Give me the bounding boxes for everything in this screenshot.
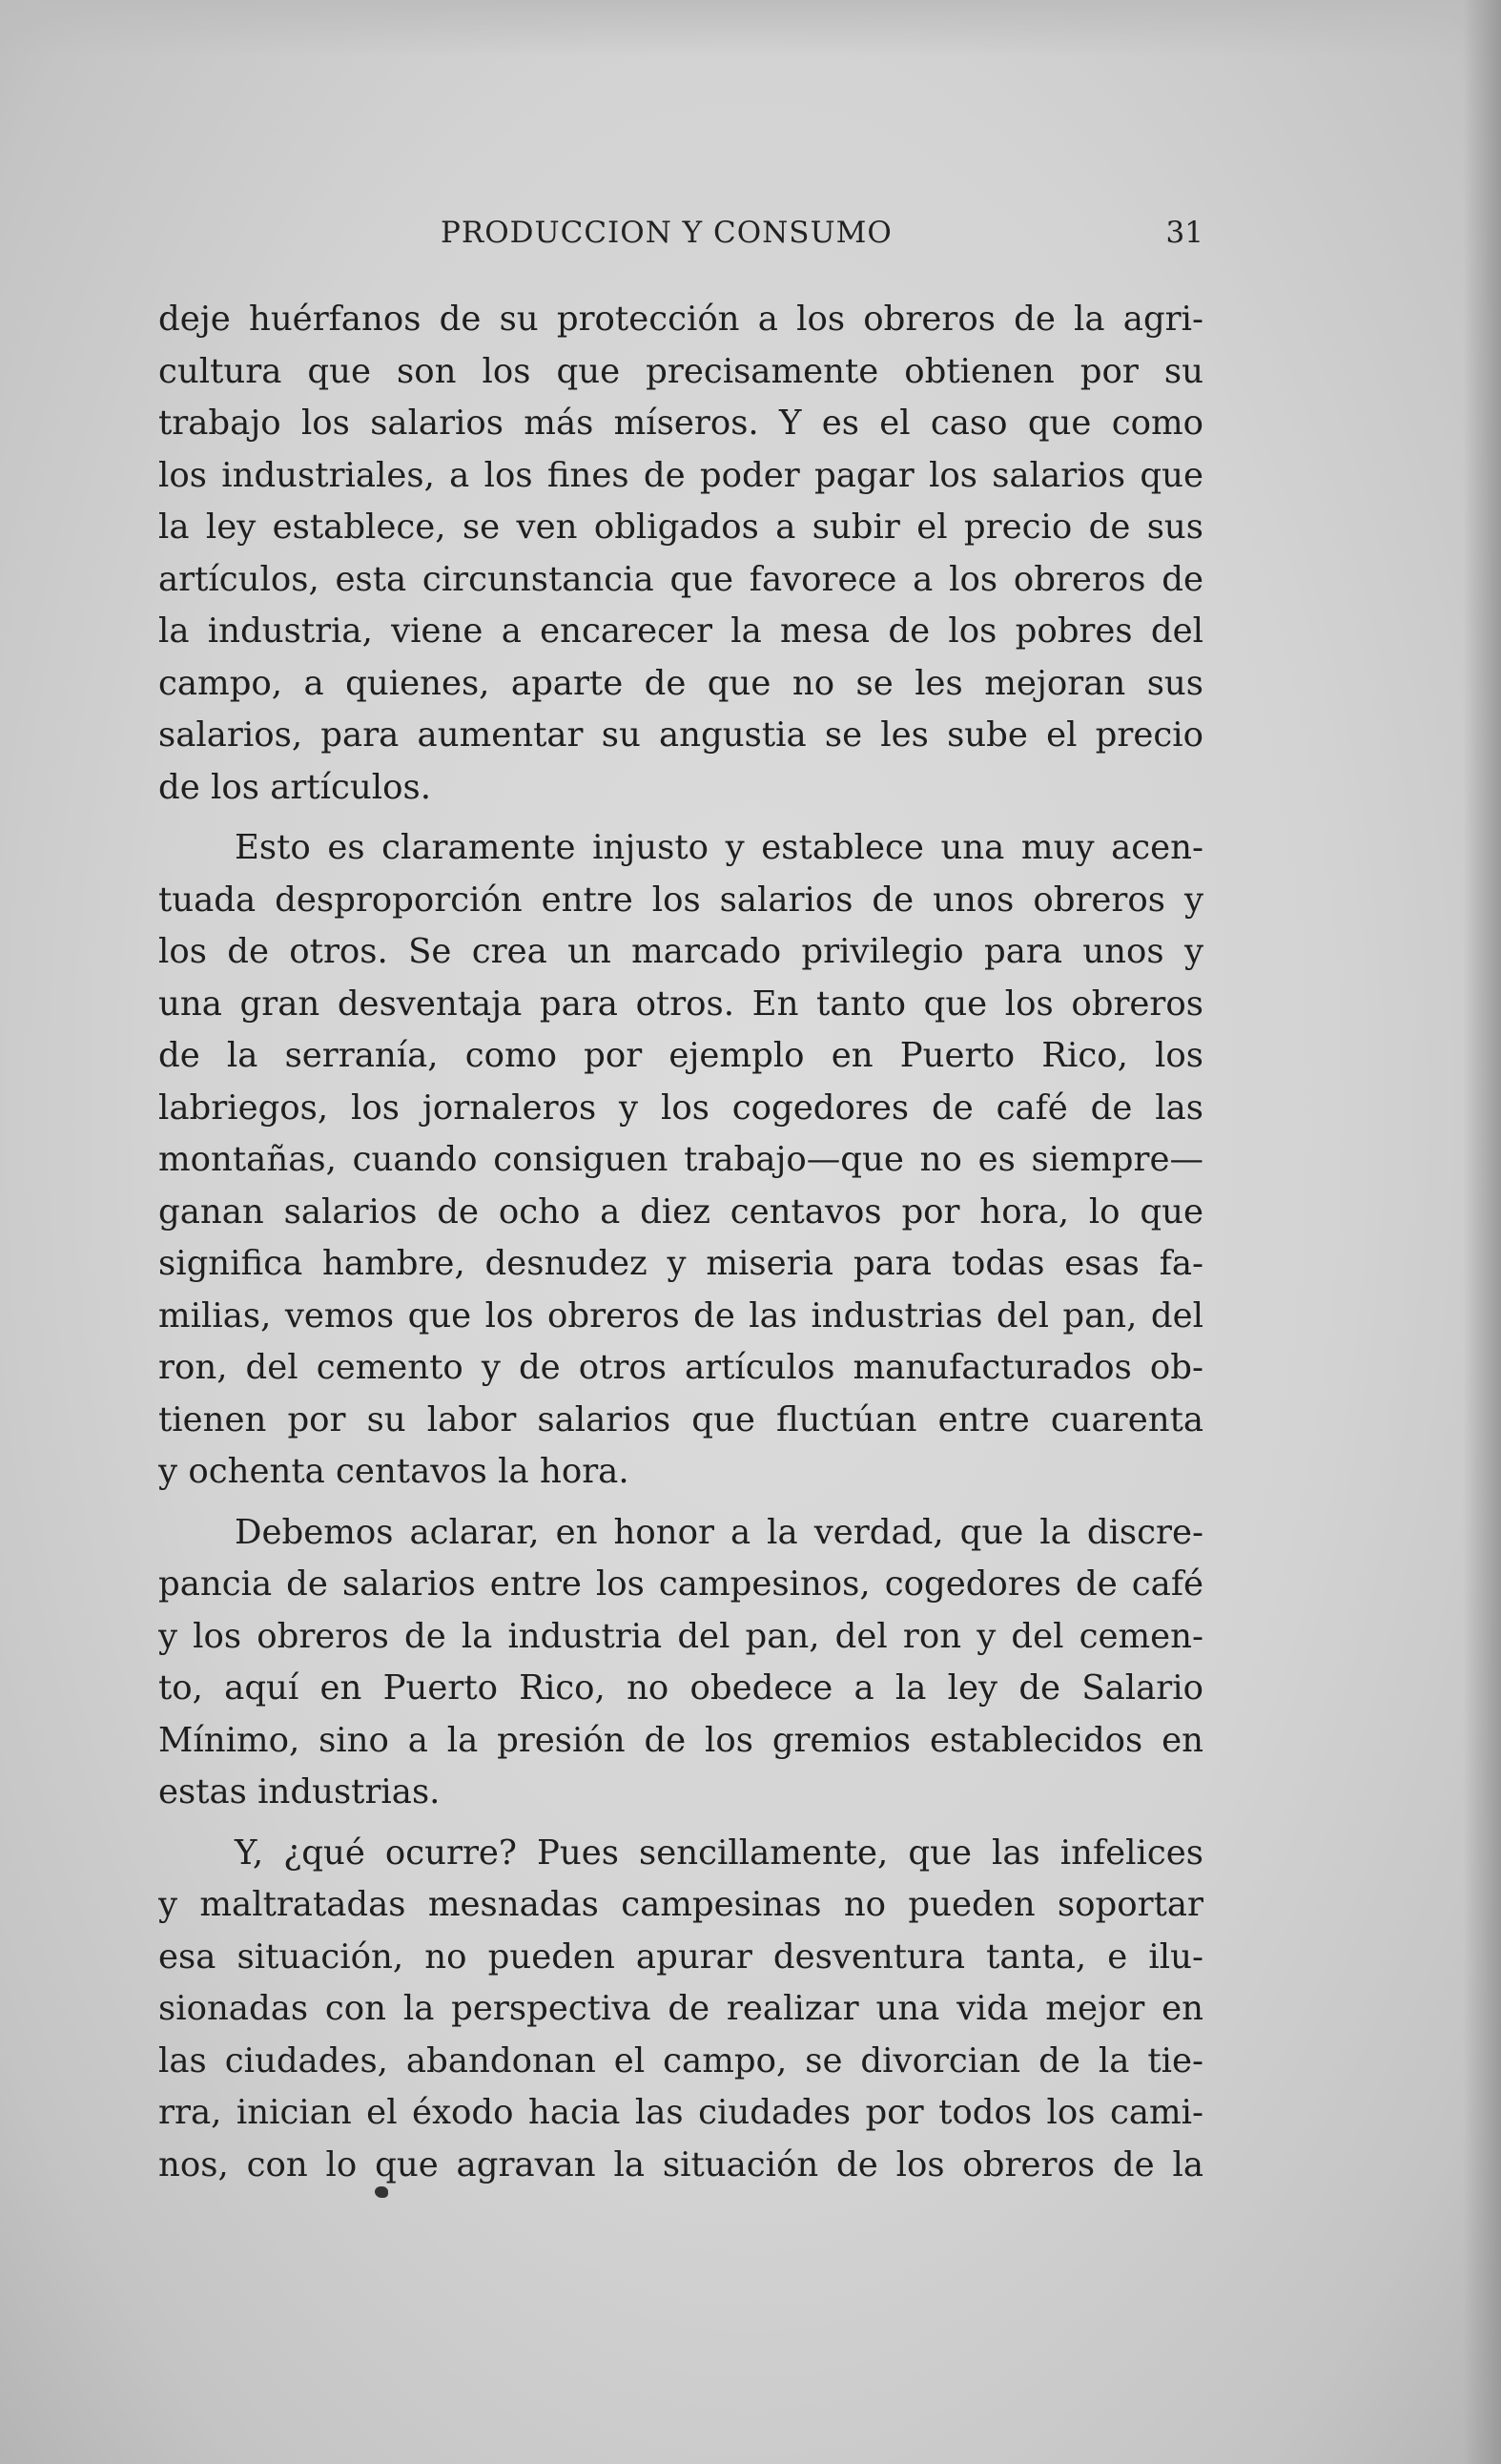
text-line: milias, vemos que los obreros de las industrias del pan, del [158, 1295, 1203, 1336]
text-line: nos, con lo que agravan la situación de los obreros de la [158, 2144, 1203, 2184]
text-line: Debemos aclarar, en honor a la verdad, que la discre- [235, 1512, 1203, 1552]
text-line: deje huérfanos de su protección a los obreros de la agri- [158, 300, 1203, 339]
body-text [158, 294, 1203, 2200]
text-line: montañas, cuando consiguen trabajo—que no es siempre— [158, 1140, 1203, 1179]
text-line: los industriales, a los fines de poder pagar los salarios que [158, 455, 1203, 495]
text-line: labriegos, los jornaleros y los cogedores de café de las [158, 1087, 1203, 1128]
text-line: Y, ¿qué ocurre? Pues sencillamente, que las infelices [235, 1832, 1203, 1873]
text-line: la ley establece, se ven obligados a subir el precio de sus [158, 507, 1203, 547]
paragraph [158, 822, 1203, 1499]
text-line: los de otros. Se crea un marcado privilegio para unos y [158, 932, 1203, 971]
page-top-shadow [0, 0, 1501, 57]
text-line: y maltratadas mesnadas campesinas no pueden soportar [158, 1885, 1203, 1924]
text-line: Mínimo, sino a la presión de los gremios establecidos en [158, 1720, 1203, 1760]
text-line: de la serranía, como por ejemplo en Puerto Rico, los [158, 1036, 1203, 1075]
text-line: estas industrias. [158, 1772, 441, 1812]
text-line: campo, a quienes, aparte de que no se les mejoran sus [158, 663, 1203, 703]
text-line: de los artículos. [158, 767, 431, 807]
text-line: una gran desventaja para otros. En tanto que los obreros [158, 984, 1203, 1024]
page-number: 31 [1165, 216, 1203, 250]
text-line: y los obreros de la industria del pan, del ron y del cemen- [158, 1616, 1203, 1656]
text-line: sionadas con la perspectiva de realizar una vida mejor en [158, 1989, 1203, 2028]
text-line: tuada desproporción entre los salarios de unos obreros y [158, 880, 1203, 920]
page-right-shadow [1463, 0, 1501, 2464]
text-line: trabajo los salarios más míseros. Y es el caso que como [158, 404, 1203, 443]
text-line: rra, inician el éxodo hacia las ciudades por todos los cami- [158, 2093, 1203, 2132]
text-line: ron, del cemento y de otros artículos manufacturados ob- [158, 1348, 1203, 1387]
text-line: to, aquí en Puerto Rico, no obedece a la ley de Salario [158, 1668, 1203, 1708]
running-head: PRODUCCION Y CONSUMO [441, 216, 893, 250]
paragraph [158, 1828, 1203, 2192]
text-line: la industria, viene a encarecer la mesa de los pobres del [158, 611, 1203, 651]
ink-speck [375, 2186, 388, 2198]
text-line: las ciudades, abandonan el campo, se divorcian de la tie- [158, 2040, 1203, 2081]
paragraph [158, 294, 1203, 814]
text-line: cultura que son los que precisamente obtienen por su [158, 351, 1203, 391]
text-line: ganan salarios de ocho a diez centavos por hora, lo que [158, 1191, 1203, 1232]
text-line: salarios, para aumentar su angustia se les sube el precio [158, 715, 1203, 755]
text-line: Esto es claramente injusto y establece una muy acen- [235, 828, 1203, 867]
text-line: y ochenta centavos la hora. [158, 1452, 629, 1491]
text-line: significa hambre, desnudez y miseria para todas esas fa- [158, 1244, 1203, 1283]
text-line: pancia de salarios entre los campesinos, cogedores de café [158, 1564, 1203, 1604]
paragraph [158, 1507, 1203, 1819]
page-header [158, 212, 1203, 259]
text-line: esa situación, no pueden apurar desventura tanta, e ilu- [158, 1936, 1203, 1977]
text-line: tienen por su labor salarios que fluctúan entre cuarenta [158, 1399, 1203, 1439]
text-line: artículos, esta circunstancia que favorece a los obreros de [158, 559, 1203, 599]
